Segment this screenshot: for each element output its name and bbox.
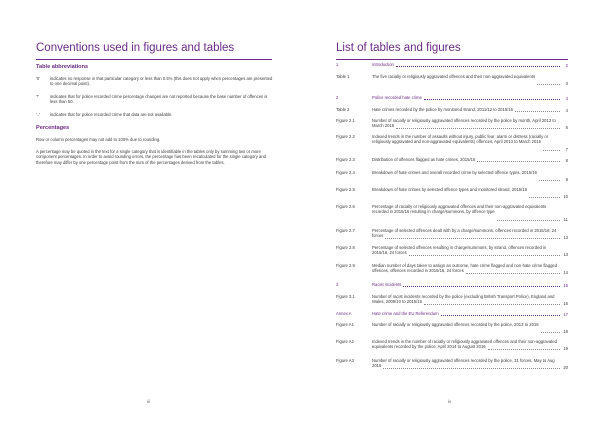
toc-entry-text: Police recorded hate crime xyxy=(372,95,422,100)
toc-entry-page: 16 xyxy=(563,300,568,306)
toc-entry[interactable] xyxy=(336,170,568,182)
toc-leader-dots xyxy=(409,255,560,256)
toc-entry-text: Racist incidents xyxy=(372,282,402,287)
toc-entry-label: Table 1 xyxy=(336,74,350,79)
title-divider xyxy=(36,59,272,60)
toc-entry-text: Hate crimes recorded by the police by monitored strand, 2011/12 to 2015/16 xyxy=(372,107,513,112)
toc-entry-text: Number of racist incidents recorded by the police (excluding British Transport Police), England and Wales, 2009/10 to 2015/16 xyxy=(372,294,555,305)
toc-entry-page: 3 xyxy=(565,80,568,86)
toc-entry[interactable] xyxy=(336,322,568,334)
toc-entry-text: Indexed trends in the number of racially or religiously aggravated offences and their non-aggravated equivalents recorded by the police, April 2014 to August 2016 xyxy=(372,339,557,350)
toc-entry-label: Figure 2.1 xyxy=(336,118,355,123)
toc-entry[interactable] xyxy=(336,294,568,306)
toc-leader-dots xyxy=(497,220,560,221)
toc-entry-label: Figure 2.2 xyxy=(336,134,355,139)
toc-entry-text: Number of racially or religiously aggravated offences recorded by the police, 2013 to 2016 xyxy=(372,322,539,327)
toc-entry-label: Figure 2.9 xyxy=(336,263,355,268)
toc-entry-page: 13 xyxy=(563,251,568,257)
toc-entry-label: Annex A xyxy=(336,311,352,316)
toc-entry-label: Figure 2.6 xyxy=(336,204,355,209)
percentages-paragraph-2: A percentage may be quoted in the text for a single category that is identifiable in the tables only by summing two or more component percentages. In order to avoid rounding errors, the percentage has been recalculated for the single category and therefore may differ by one percentage point from the sum of the percentages derived from the tables. xyxy=(36,149,266,165)
toc-entry-label: Figure 2.8 xyxy=(336,245,355,250)
toc-entry-page: 16 xyxy=(563,282,568,288)
toc-entry-label: Figure 3.1 xyxy=(336,294,355,299)
toc-entry[interactable] xyxy=(336,134,568,152)
right-page xyxy=(300,0,600,424)
toc-entry-page: 18 xyxy=(563,328,568,334)
toc-entry-page: 20 xyxy=(563,364,568,370)
toc-entry-text: Percentage of racially or religiously aggravated offences and their non-aggravated equivalents recorded in 2015/16 resulting in charge/summons, by offence type xyxy=(372,204,547,215)
toc-leader-dots xyxy=(424,99,560,100)
page-number: iii xyxy=(147,399,150,404)
toc-entry-page: 11 xyxy=(563,216,568,222)
toc-entry[interactable] xyxy=(336,245,568,257)
toc-leader-dots xyxy=(529,197,560,198)
toc-leader-dots xyxy=(543,150,560,151)
toc-entry-label: 2 xyxy=(336,95,339,100)
toc-entry-label: Figure 2.7 xyxy=(336,228,355,233)
toc-entry[interactable] xyxy=(336,157,568,163)
toc-entry-page: 14 xyxy=(563,269,568,275)
toc-entry-page: 9 xyxy=(565,176,568,182)
toc-leader-dots xyxy=(537,84,560,85)
abbreviation-text: indicates that for police recorded crime percentage changes are not reported because the base number of offences is less than 50. xyxy=(50,94,268,105)
toc-entry-label: Figure A1 xyxy=(336,322,354,327)
toc-entry[interactable] xyxy=(336,74,568,86)
toc-leader-dots xyxy=(383,368,560,369)
toc-leader-dots xyxy=(488,349,560,350)
toc-entry[interactable] xyxy=(336,228,568,240)
toc-entry-page: 2 xyxy=(565,62,568,68)
toc-entry[interactable] xyxy=(336,187,568,199)
toc-entry-text: Introduction xyxy=(372,62,394,67)
toc-entry-text: The five racially or religiously aggravated offences and their non-aggravated equivalents xyxy=(372,74,536,79)
toc-entry-page: 17 xyxy=(563,311,568,317)
toc-leader-dots xyxy=(403,286,560,287)
percentages-heading: Percentages xyxy=(36,125,70,131)
toc-section-entry[interactable] xyxy=(336,95,568,101)
toc-section-entry[interactable] xyxy=(336,62,568,68)
toc-section-entry[interactable] xyxy=(336,311,568,317)
toc-section-entry[interactable] xyxy=(336,282,568,288)
abbreviations-heading: Table abbreviations xyxy=(36,64,89,70)
toc-entry[interactable] xyxy=(336,107,568,113)
toc-entry[interactable] xyxy=(336,358,568,370)
toc-entry-page: 4 xyxy=(565,107,568,113)
toc-entry-text: Percentage of selected offences dealt with by a charge/summons, offences recorded in 2015/16, 24 forces xyxy=(372,228,557,239)
abbreviation-text: indicates no response in that particular category or less than 0.5% (this does not apply when percentages are presented to one decimal point). xyxy=(50,76,273,87)
toc-entry-text: Hate crime and the EU Referendum xyxy=(372,311,439,316)
toc-entry-label: Figure A2 xyxy=(336,339,354,344)
conventions-title: Conventions used in figures and tables xyxy=(36,42,235,54)
toc-leader-dots xyxy=(424,304,560,305)
toc-entry-page: 4 xyxy=(565,95,568,101)
toc-entry-label: 1 xyxy=(336,62,339,67)
toc-entry-label: Figure A3 xyxy=(336,358,354,363)
toc-entry[interactable] xyxy=(336,263,568,275)
toc-leader-dots xyxy=(466,273,560,274)
toc-entry-text: Percentage of selected offences resulting in charge/summons, by strand, offences recorded in 2015/16, 24 forces xyxy=(372,245,547,256)
toc-entry[interactable] xyxy=(336,118,568,130)
toc-leader-dots xyxy=(515,111,560,112)
toc-entry-label: Figure 2.3 xyxy=(336,157,355,162)
toc-leader-dots xyxy=(441,315,560,316)
toc-entry-page: 13 xyxy=(563,234,568,240)
list-title: List of tables and figures xyxy=(336,42,461,54)
toc-leader-dots xyxy=(539,180,560,181)
toc-entry-label: Figure 2.4 xyxy=(336,170,355,175)
title-divider xyxy=(336,59,568,60)
toc-entry-text: Number of racially or religiously aggravated offences recorded by the police by month, April 2013 to March 2016 xyxy=(372,118,556,129)
toc-entry-label: Table 2 xyxy=(336,107,350,112)
toc-entry-page: 6 xyxy=(565,124,568,130)
toc-leader-dots xyxy=(385,238,560,239)
toc-entry-text: Breakdown of hate crimes by selected offence types and monitored strand, 2015/16 xyxy=(372,187,527,192)
toc-entry-label: 3 xyxy=(336,282,339,287)
toc-entry-text: Breakdown of hate crimes and overall recorded crime by selected offence types, 2015/16 xyxy=(372,170,537,175)
toc-entry[interactable] xyxy=(336,204,568,222)
toc-entry[interactable] xyxy=(336,339,568,351)
abbreviation-text: indicates that for police recorded crime that data are not available. xyxy=(50,112,173,117)
abbreviation-symbol: '0' xyxy=(36,76,40,81)
abbreviation-symbol: '*' xyxy=(36,94,40,99)
toc-entry-text: Distribution of offences flagged as hate crimes, 2015/16 xyxy=(372,157,476,162)
toc-entry-label: Figure 2.5 xyxy=(336,187,355,192)
toc-entry-page: 19 xyxy=(563,345,568,351)
toc-entry-page: 7 xyxy=(565,146,568,152)
percentages-paragraph-1: Row or column percentages may not add to 100% due to rounding. xyxy=(36,137,161,142)
toc-entry-text: Median number of days taken to assign an outcome, hate crime flagged and non-hate crime flagged offences, offences recorded in 2015/16, 24 forces xyxy=(372,263,558,274)
toc-leader-dots xyxy=(541,332,560,333)
toc-leader-dots xyxy=(477,161,560,162)
page-number: iv xyxy=(448,399,452,404)
abbreviation-symbol: '..' xyxy=(36,112,40,117)
toc-entry-text: Indexed trends in the number of assaults without injury, public fear, alarm or distress (racially or religiously aggravated and non-aggravated equivalents) offences, April 2013 to March 2016 xyxy=(372,134,549,145)
toc-entry-page: 10 xyxy=(563,193,568,199)
toc-leader-dots xyxy=(396,128,560,129)
toc-leader-dots xyxy=(396,66,560,67)
toc-entry-text: Number of racially or religiously aggravated offences recorded by the police, 31 forces, May to Aug 2016 xyxy=(372,358,555,369)
toc-entry-page: 8 xyxy=(565,157,568,163)
